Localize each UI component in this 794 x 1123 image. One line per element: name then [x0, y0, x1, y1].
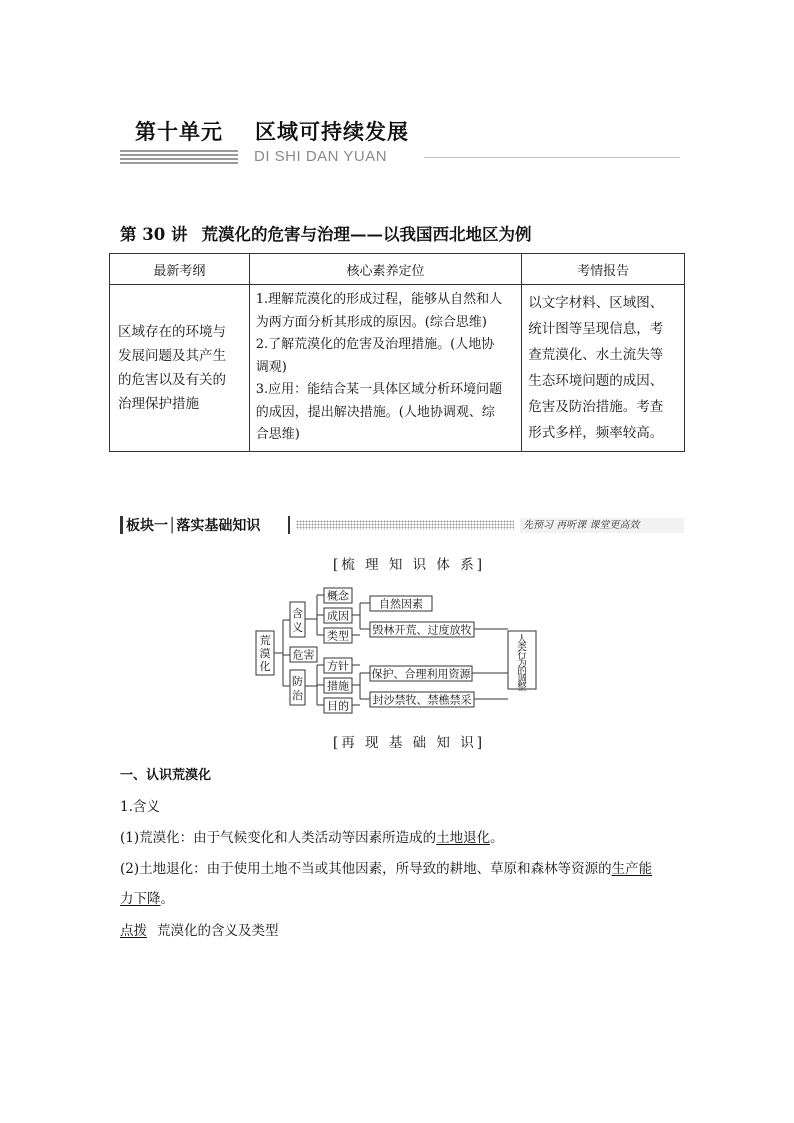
diagram-meaning-char: 含	[292, 607, 303, 620]
paragraph-land-degradation	[120, 857, 652, 877]
banner-left-mark	[120, 516, 123, 534]
p2-text: (2)土地退化：由于使用土地不当或其他因素，所导致的耕地、草原和森林等资源的	[120, 861, 612, 877]
section-tag: 先预习 再听课 课堂更高效	[520, 518, 684, 533]
diagram-control-char: 治	[292, 689, 303, 702]
literacy-line: 为两方面分析其形成的原因。(综合思维)	[255, 314, 487, 330]
unit-name: 区域可持续发展	[255, 119, 409, 144]
diagram-cause: 成因	[327, 609, 349, 623]
p1-keyword: 土地退化	[436, 830, 491, 846]
header-outline: 最新考纲	[110, 254, 250, 285]
section-1-heading: 一、认识荒漠化	[120, 768, 212, 783]
report-line: 生态环境问题的成因、	[528, 372, 664, 389]
basic-knowledge-heading: [再 现 基 础 知 识]	[333, 735, 485, 751]
outline-line: 发展问题及其产生	[118, 347, 226, 364]
literacy-line: 1.理解荒漠化的形成过程，能够从自然和人	[255, 292, 503, 307]
literacy-line: 的成因，提出解决措施。(人地协调观、综	[255, 404, 495, 420]
diagram-measure: 措施	[327, 679, 349, 693]
tip-text: 荒漠化的含义及类型	[157, 923, 279, 939]
diagram-adjust-char: 为	[517, 658, 527, 669]
literacy-line: 3.应用：能结合某一具体区域分析环境问题	[255, 382, 503, 397]
diagram-adjust-char: 行	[517, 650, 527, 661]
diagram-adjust-char: 人	[517, 634, 527, 645]
banner-divider	[288, 516, 290, 534]
report-line: 查荒漠化、水土流失等	[528, 346, 664, 363]
p2-keyword-part1: 生产能	[611, 861, 653, 877]
diagram-adjust-char: 整	[517, 682, 527, 693]
report-line: 危害及防治措施。考查	[528, 398, 664, 415]
knowledge-system-heading: [梳 理 知 识 体 系]	[333, 557, 485, 573]
outline-line: 区域存在的环境与	[118, 323, 226, 340]
unit-header-stripes	[120, 150, 238, 164]
cell-report	[522, 285, 685, 452]
literacy-line: 调观)	[255, 359, 287, 375]
diagram-harm: 危害	[292, 648, 315, 662]
diagram-human: 毁林开荒、过度放牧	[372, 623, 472, 637]
header-report: 考情报告	[522, 254, 685, 285]
p2-keyword-part2: 力下降	[120, 891, 161, 907]
diagram-purpose: 目的	[327, 699, 349, 713]
p1-end: 。	[490, 830, 504, 846]
outline-line: 的危害以及有关的	[118, 371, 226, 388]
subsection-meaning: 1.含义	[120, 799, 160, 815]
report-line: 统计图等呈现信息，考	[528, 320, 664, 337]
diagram-control-char: 防	[292, 675, 303, 688]
section-title: 板块一│落实基础知识	[126, 518, 261, 534]
report-line: 以文字材料、区域图、	[528, 294, 664, 311]
diagram-root-char: 漠	[259, 647, 271, 660]
diagram-natural: 自然因素	[379, 597, 423, 611]
diagram-meaning-char: 义	[292, 621, 303, 634]
lecture-name: 荒漠化的危害与治理——以我国西北地区为例	[201, 225, 532, 244]
diagram-ban: 封沙禁牧、禁樵禁采	[372, 693, 472, 707]
banner-dots	[296, 520, 514, 530]
tip-label: 点拨	[120, 923, 147, 939]
paragraph-desertification	[120, 826, 504, 846]
paragraph-land-degradation-cont	[120, 887, 174, 907]
literacy-line: 2.了解荒漠化的危害及治理措施。(人地协	[255, 337, 495, 352]
lecture-title	[120, 221, 531, 245]
p2-end: 。	[160, 891, 174, 907]
diagram-root-char: 化	[259, 660, 271, 673]
diagram-adjust-char: 的	[517, 666, 527, 677]
diagram-adjust-char: 调	[517, 674, 527, 685]
unit-title	[135, 116, 409, 146]
literacy-line: 合思维)	[255, 427, 300, 442]
table-header-row	[110, 254, 685, 285]
knowledge-diagram	[250, 583, 550, 718]
tip-line	[120, 919, 279, 939]
diagram-policy: 方针	[327, 659, 349, 673]
diagram-protect: 保护、合理利用资源	[371, 667, 471, 681]
table-row	[110, 285, 685, 452]
outline-line: 治理保护措施	[118, 395, 199, 412]
unit-number: 第十单元	[135, 119, 223, 144]
header-literacy: 核心素养定位	[249, 254, 522, 285]
p1-text: (1)荒漠化：由于气候变化和人类活动等因素所造成的	[120, 830, 437, 846]
diagram-adjust-char: 类	[517, 642, 527, 653]
unit-pinyin: DI SHI DAN YUAN	[254, 148, 388, 165]
diagram-type: 类型	[327, 629, 349, 643]
cell-outline	[110, 285, 250, 452]
exam-outline-table	[109, 253, 685, 452]
unit-header-rule	[424, 157, 680, 158]
report-line: 形式多样，频率较高。	[528, 424, 664, 441]
diagram-concept: 概念	[327, 589, 349, 603]
cell-literacy	[249, 285, 522, 452]
diagram-root-char: 荒	[259, 634, 271, 647]
lecture-number: 第 30 讲	[120, 225, 188, 244]
